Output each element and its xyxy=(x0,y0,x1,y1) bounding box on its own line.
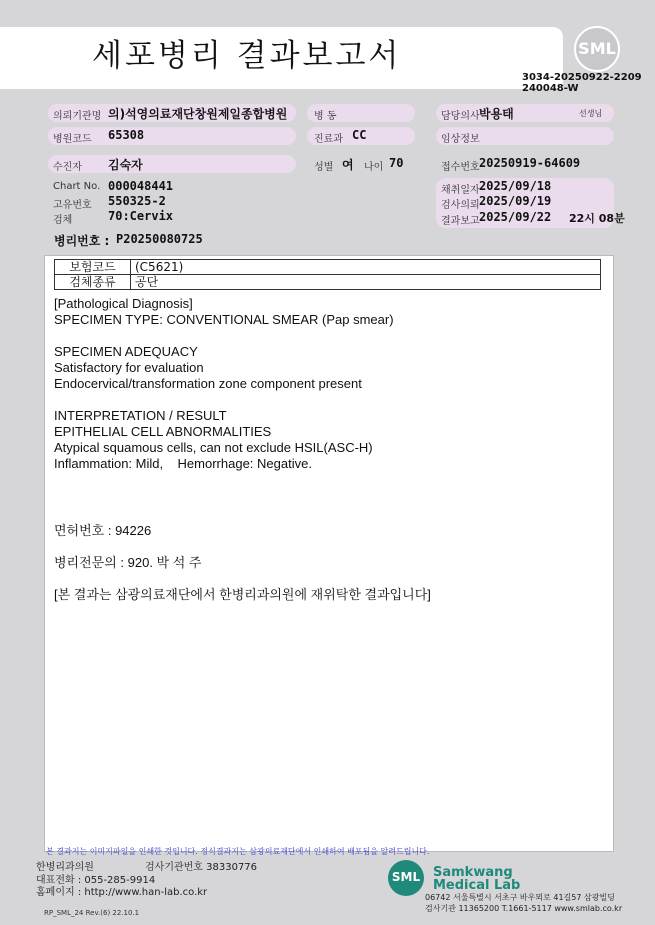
phone: 대표전화 : 055-285-9914 xyxy=(36,875,156,886)
consign-line: [본 결과는 삼광의료재단에서 한병리과의원에 재위탁한 결과입니다] xyxy=(54,587,431,602)
id-label: 고유번호 xyxy=(53,200,92,211)
chart-no: 000048441 xyxy=(108,179,174,193)
sml-contact: 검사기관 11365200 T.1661-5117 www.smlab.co.kr xyxy=(425,904,623,913)
collect-label: 채취일자 xyxy=(441,185,480,196)
request-org-label: 의뢰기관명 xyxy=(53,111,102,122)
specimen-type-line: SPECIMEN TYPE: CONVENTIONAL SMEAR (Pap smear) xyxy=(54,312,394,327)
adequacy-heading: SPECIMEN ADEQUACY xyxy=(54,344,198,359)
specimen: 70:Cervix xyxy=(108,209,174,223)
sex: 여 xyxy=(342,158,354,172)
report-id-line1: 3034-20250922-2209 xyxy=(522,72,642,83)
license-line: 면허번호 : 94226 xyxy=(54,523,152,538)
doctor-label: 담당의사 xyxy=(441,111,480,122)
report-id-line2: 240048-W xyxy=(522,83,579,94)
specimen-type-label: 검체종류 xyxy=(55,275,131,290)
report-title: 세포병리 결과보고서 xyxy=(92,38,402,74)
sml-name-line2: Medical Lab xyxy=(433,878,521,893)
logo-text: SML xyxy=(578,39,616,58)
report-time: 22시 08분 xyxy=(569,212,625,225)
path-no: P20250080725 xyxy=(116,232,203,246)
specimen-label: 검체 xyxy=(53,215,73,226)
receipt-label: 접수번호 xyxy=(441,162,480,173)
id-no: 550325-2 xyxy=(108,194,166,208)
diagnosis-heading: [Pathological Diagnosis] xyxy=(54,296,193,311)
dept-label: 진료과 xyxy=(314,134,343,145)
request-date: 2025/09/19 xyxy=(479,194,552,208)
print-notice: 본 결과지는 이미지파일을 인쇄한 것입니다. 정식결과지는 삼광의료재단에서 인쇄하여 배포됨을 알려드립니다. xyxy=(46,847,430,856)
org-number: 검사기관번호 38330776 xyxy=(145,862,258,873)
report-date: 2025/09/22 xyxy=(479,210,552,224)
report-label: 결과보고 xyxy=(441,216,480,227)
report-id xyxy=(522,72,642,94)
clinic-name: 한병리과의원 xyxy=(36,862,94,873)
dept: CC xyxy=(352,128,367,142)
form-code: RP_SML_24 Rev.(6) 22.10.1 xyxy=(44,909,140,917)
sml-address: 06742 서울특별시 서초구 바우뫼로 41길57 삼광빌딩 xyxy=(425,893,615,902)
hospital-code: 65308 xyxy=(108,128,145,142)
adequacy-line1: Satisfactory for evaluation xyxy=(54,360,204,375)
request-label: 검사의뢰 xyxy=(441,200,480,211)
specimen-type-value: 공단 xyxy=(131,275,601,290)
doctor-suffix: 선생님 xyxy=(579,109,603,118)
age-label: 나이 xyxy=(364,162,384,173)
sml-logo-badge xyxy=(574,26,620,72)
abnormality-heading: EPITHELIAL CELL ABNORMALITIES xyxy=(54,424,272,439)
sex-label: 성별 xyxy=(314,162,334,173)
sml-logo-text: SML xyxy=(391,870,421,884)
result-line: Atypical squamous cells, can not exclude HSIL(ASC-H) xyxy=(54,440,373,455)
hospital-code-label: 병원코드 xyxy=(53,134,92,145)
name-pill xyxy=(48,155,296,173)
table-row xyxy=(55,275,601,290)
interpretation-heading: INTERPRETATION / RESULT xyxy=(54,408,227,423)
name-label: 수진자 xyxy=(53,162,82,173)
collect-date: 2025/09/18 xyxy=(479,179,552,193)
age: 70 xyxy=(389,156,404,170)
ward-label: 병 동 xyxy=(314,111,337,122)
chart-label: Chart No. xyxy=(53,181,101,192)
adequacy-line2: Endocervical/transformation zone component present xyxy=(54,376,362,391)
insurance-label: 보험코드 xyxy=(55,260,131,275)
receipt-no: 20250919-64609 xyxy=(479,156,581,170)
insurance-value: (C5621) xyxy=(131,260,601,275)
code-table xyxy=(54,259,601,290)
path-no-label: 병리번호 : xyxy=(54,234,110,248)
pathologist-line: 병리전문의 : 920. 박 석 주 xyxy=(54,555,202,570)
sml-company-name xyxy=(433,866,520,892)
homepage-link[interactable]: 홈페이지 : http://www.han-lab.co.kr xyxy=(36,887,208,898)
patient-name: 김숙자 xyxy=(108,158,143,172)
inflammation-line: Inflammation: Mild, Hemorrhage: Negative. xyxy=(54,456,312,471)
sml-footer-logo xyxy=(388,860,424,896)
clinical-info-label: 임상정보 xyxy=(441,134,480,145)
request-org: 의)석영의료재단창원제일종합병원 xyxy=(108,107,288,121)
table-row xyxy=(55,260,601,275)
doctor: 박용태 xyxy=(479,107,514,121)
sml-name-line1: Samkwang xyxy=(433,865,513,880)
